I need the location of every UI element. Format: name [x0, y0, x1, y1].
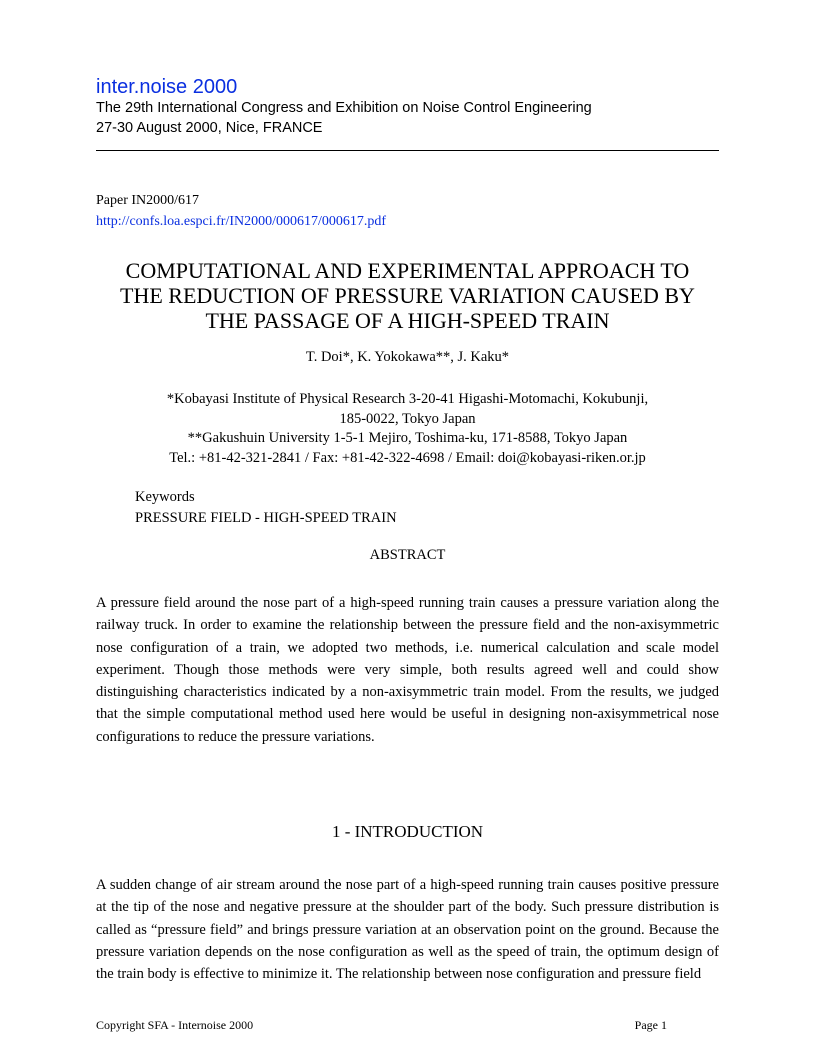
title-line-1: COMPUTATIONAL AND EXPERIMENTAL APPROACH TO — [125, 258, 690, 283]
paper-url-link[interactable]: http://confs.loa.espci.fr/IN2000/000617/000617.pdf — [96, 214, 387, 229]
authors: T. Doi*, K. Yokokawa**, J. Kaku* — [305, 349, 510, 365]
affiliations — [96, 390, 719, 468]
conference-dates-location: 27-30 August 2000, Nice, FRANCE — [96, 120, 323, 136]
abstract-heading: ABSTRACT — [369, 547, 446, 563]
conference-name: inter.noise 2000 — [96, 76, 238, 98]
title-line-2: THE REDUCTION OF PRESSURE VARIATION CAUSED BY — [120, 283, 695, 308]
introduction-text: A sudden change of air stream around the nose part of a high-speed running train causes positive pressure at the tip of the nose and negative pressure at the shoulder part of the body. Such pressure distribution is called as “pressure field” and brings pressure variation at an observation point on the ground. Because the pressure variation depends on the nose configuration as well as the speed of train, the optimum design of the train body is effective to minimize it. The relationship between nose configuration and pressure field — [96, 877, 719, 983]
keywords-heading: Keywords — [135, 489, 195, 505]
footer-page-number: Page 1 — [634, 1018, 667, 1032]
contact-line: Tel.: +81-42-321-2841 / Fax: +81-42-322-4698 / Email: doi@kobayasi-riken.or.jp — [169, 449, 646, 466]
affiliation-line-2: 185-0022, Tokyo Japan — [339, 410, 476, 427]
footer-copyright: Copyright SFA - Internoise 2000 — [96, 1018, 254, 1032]
title-line-3: THE PASSAGE OF A HIGH-SPEED TRAIN — [205, 308, 610, 333]
introduction-heading: 1 - INTRODUCTION — [331, 822, 484, 841]
paper-title — [96, 258, 719, 333]
affiliation-line-1: *Kobayasi Institute of Physical Research 3-20-41 Higashi-Motomachi, Kokubunji, — [166, 391, 649, 407]
affiliation-line-3: **Gakushuin University 1-5-1 Mejiro, Toshima-ku, 171-8588, Tokyo Japan — [187, 430, 628, 446]
abstract-text: A pressure field around the nose part of a high-speed running train causes a pressure variation along the railway truck. In order to examine the relationship between the pressure field and the non-axisymmetric nose configuration of a train, we adopted two methods, i.e. numerical calculation and scale model experiment. Though those methods were very simple, both results agreed well and could show distinguishing characteristics indicated by a non-axisymmetric train model. From the results, we judged that the simple computational method used here would be useful in designing non-axisymmetrical nose configurations to reduce the pressure variations. — [96, 595, 719, 745]
paper-id: Paper IN2000/617 — [96, 193, 200, 208]
conference-subtitle: The 29th International Congress and Exhibition on Noise Control Engineering — [96, 100, 592, 116]
header-divider — [96, 150, 719, 151]
keywords-list: PRESSURE FIELD - HIGH-SPEED TRAIN — [135, 510, 397, 526]
